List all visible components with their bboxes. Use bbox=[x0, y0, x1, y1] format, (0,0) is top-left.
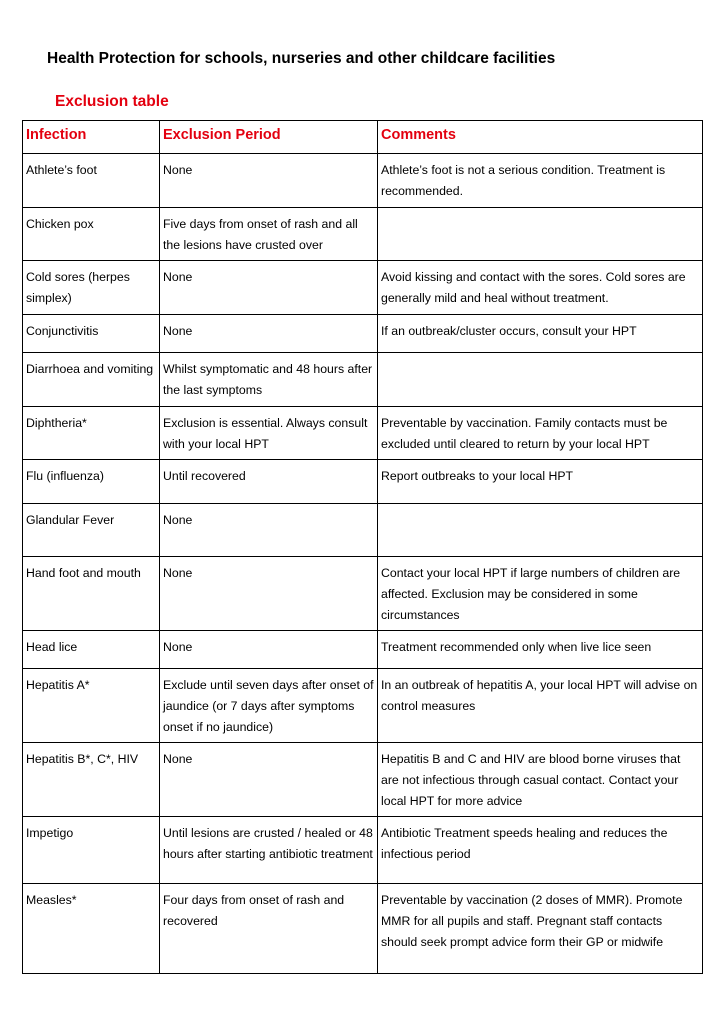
cell-comments bbox=[378, 353, 703, 407]
cell-infection: Hand foot and mouth bbox=[23, 557, 160, 631]
cell-infection: Diarrhoea and vomiting bbox=[23, 353, 160, 407]
cell-exclusion-period: None bbox=[160, 315, 378, 353]
cell-infection: Diphtheria* bbox=[23, 407, 160, 460]
cell-exclusion-period: Until lesions are crusted / healed or 48 hours after starting antibiotic treatment bbox=[160, 817, 378, 884]
cell-infection: Hepatitis A* bbox=[23, 669, 160, 743]
table-row bbox=[23, 743, 703, 817]
cell-comments: Antibiotic Treatment speeds healing and reduces the infectious period bbox=[378, 817, 703, 884]
cell-comments: Contact your local HPT if large numbers of children are affected. Exclusion may be considered in some circumstances bbox=[378, 557, 703, 631]
table-row bbox=[23, 315, 703, 353]
cell-infection: Impetigo bbox=[23, 817, 160, 884]
header-exclusion-period: Exclusion Period bbox=[160, 121, 378, 154]
table-row bbox=[23, 208, 703, 261]
cell-exclusion-period: Four days from onset of rash and recovered bbox=[160, 884, 378, 974]
cell-comments: Preventable by vaccination (2 doses of MMR). Promote MMR for all pupils and staff. Pregnant staff contacts should seek prompt advice form their GP or midwife bbox=[378, 884, 703, 974]
cell-exclusion-period: None bbox=[160, 631, 378, 669]
cell-comments: In an outbreak of hepatitis A, your local HPT will advise on control measures bbox=[378, 669, 703, 743]
table-row bbox=[23, 504, 703, 557]
header-infection: Infection bbox=[23, 121, 160, 154]
cell-exclusion-period: None bbox=[160, 261, 378, 315]
cell-exclusion-period: Exclude until seven days after onset of jaundice (or 7 days after symptoms onset if no jaundice) bbox=[160, 669, 378, 743]
cell-infection: Conjunctivitis bbox=[23, 315, 160, 353]
cell-comments: Avoid kissing and contact with the sores. Cold sores are generally mild and heal without treatment. bbox=[378, 261, 703, 315]
cell-comments bbox=[378, 504, 703, 557]
cell-infection: Chicken pox bbox=[23, 208, 160, 261]
cell-infection: Glandular Fever bbox=[23, 504, 160, 557]
cell-comments: Treatment recommended only when live lice seen bbox=[378, 631, 703, 669]
cell-exclusion-period: None bbox=[160, 743, 378, 817]
table-row bbox=[23, 460, 703, 504]
section-title: Exclusion table bbox=[55, 93, 169, 110]
table-row bbox=[23, 353, 703, 407]
cell-exclusion-period: None bbox=[160, 504, 378, 557]
cell-comments: Hepatitis B and C and HIV are blood borne viruses that are not infectious through casual contact. Contact your local HPT for more advice bbox=[378, 743, 703, 817]
table-header-row bbox=[23, 121, 703, 154]
cell-exclusion-period: Whilst symptomatic and 48 hours after the last symptoms bbox=[160, 353, 378, 407]
cell-infection: Cold sores (herpes simplex) bbox=[23, 261, 160, 315]
cell-infection: Head lice bbox=[23, 631, 160, 669]
document-title: Health Protection for schools, nurseries and other childcare facilities bbox=[47, 50, 556, 67]
table-row bbox=[23, 884, 703, 974]
cell-comments: Report outbreaks to your local HPT bbox=[378, 460, 703, 504]
table-row bbox=[23, 557, 703, 631]
cell-infection: Hepatitis B*, C*, HIV bbox=[23, 743, 160, 817]
cell-exclusion-period: None bbox=[160, 154, 378, 208]
cell-exclusion-period: Exclusion is essential. Always consult with your local HPT bbox=[160, 407, 378, 460]
cell-comments: Athlete’s foot is not a serious condition. Treatment is recommended. bbox=[378, 154, 703, 208]
header-comments: Comments bbox=[378, 121, 703, 154]
table-row bbox=[23, 631, 703, 669]
cell-comments: Preventable by vaccination. Family contacts must be excluded until cleared to return by your local HPT bbox=[378, 407, 703, 460]
exclusion-table bbox=[22, 120, 703, 974]
table-row bbox=[23, 261, 703, 315]
cell-exclusion-period: Until recovered bbox=[160, 460, 378, 504]
table-row bbox=[23, 669, 703, 743]
cell-comments: If an outbreak/cluster occurs, consult your HPT bbox=[378, 315, 703, 353]
table-row bbox=[23, 407, 703, 460]
cell-infection: Measles* bbox=[23, 884, 160, 974]
cell-comments bbox=[378, 208, 703, 261]
table-row bbox=[23, 817, 703, 884]
cell-infection: Flu (influenza) bbox=[23, 460, 160, 504]
cell-exclusion-period: Five days from onset of rash and all the lesions have crusted over bbox=[160, 208, 378, 261]
table-row bbox=[23, 154, 703, 208]
cell-exclusion-period: None bbox=[160, 557, 378, 631]
cell-infection: Athlete’s foot bbox=[23, 154, 160, 208]
